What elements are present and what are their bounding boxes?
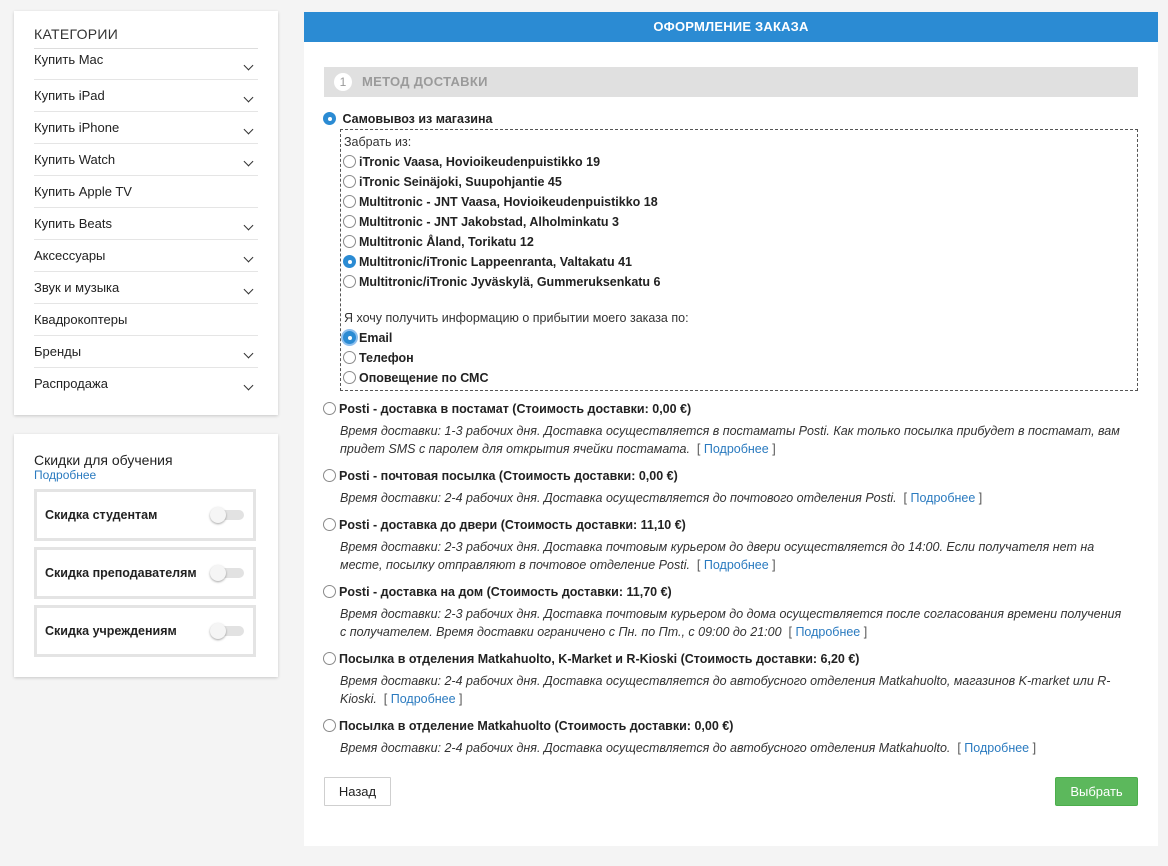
- notify-label: Оповещение по СМС: [359, 371, 489, 385]
- store-label: Multitronic Åland, Torikatu 12: [359, 235, 534, 249]
- delivery-method-radio[interactable]: [323, 469, 336, 482]
- category-item[interactable]: [34, 304, 258, 336]
- store-label: iTronic Seinäjoki, Suupohjantie 45: [359, 175, 562, 189]
- category-label: Звук и музыка: [34, 280, 120, 295]
- store-radio[interactable]: [343, 175, 356, 188]
- more-info-link[interactable]: Подробнее: [964, 741, 1030, 755]
- store-label: Multitronic - JNT Jakobstad, Alholminkatu 3: [359, 215, 619, 229]
- discount-students: [34, 489, 256, 541]
- delivery-method-option[interactable]: [323, 585, 672, 599]
- notify-label: Email: [359, 331, 393, 345]
- store-option[interactable]: [343, 155, 600, 169]
- categories-list: [34, 49, 258, 400]
- description-text: Время доставки: 2-4 рабочих дня. Доставка осуществляется до автобусного отделения Matkahuolto, магазинов K-market или R-Kioski.: [340, 674, 1111, 706]
- category-label: Купить Beats: [34, 216, 112, 231]
- description-text: Время доставки: 2-3 рабочих дня. Доставка почтовым курьером до двери осуществляется до 14:00. Если получателя нет на месте, посылку отправляют в почтовое отделение Posti.: [340, 540, 1095, 572]
- chevron-down-icon[interactable]: [244, 348, 254, 358]
- notify-radio[interactable]: [343, 331, 356, 344]
- select-button[interactable]: Выбрать: [1055, 777, 1138, 806]
- store-label: Multitronic/iTronic Jyväskylä, Gummeruksenkatu 6: [359, 275, 661, 289]
- store-radio[interactable]: [343, 235, 356, 248]
- category-item[interactable]: [34, 176, 258, 208]
- store-radio[interactable]: [343, 255, 356, 268]
- more-info-link[interactable]: Подробнее: [795, 625, 861, 639]
- delivery-method-label: Posti - почтовая посылка (Стоимость доставки: 0,00 €): [339, 469, 678, 483]
- delivery-method-option[interactable]: [323, 652, 859, 666]
- delivery-method-label: Posti - доставка на дом (Стоимость доставки: 11,70 €): [339, 585, 672, 599]
- category-item[interactable]: [34, 368, 258, 400]
- more-info-link[interactable]: Подробнее: [703, 442, 769, 456]
- step-number: 1: [334, 73, 352, 91]
- category-label: Распродажа: [34, 376, 108, 391]
- description-text: Время доставки: 2-4 рабочих дня. Доставка осуществляется до почтового отделения Posti.: [340, 491, 897, 505]
- chevron-down-icon[interactable]: [244, 61, 254, 71]
- notify-label: Телефон: [359, 351, 414, 365]
- delivery-method-description: Время доставки: 2-4 рабочих дня. Доставка осуществляется до почтового отделения Posti. [ Подробнее ]: [340, 491, 983, 505]
- store-option[interactable]: [343, 255, 632, 269]
- discount-students-toggle[interactable]: [210, 507, 246, 523]
- category-item[interactable]: [34, 336, 258, 368]
- delivery-method-step[interactable]: [324, 67, 1138, 97]
- discount-teachers-toggle[interactable]: [210, 565, 246, 581]
- category-label: Квадрокоптеры: [34, 312, 128, 327]
- store-radio[interactable]: [343, 155, 356, 168]
- category-label: Купить Apple TV: [34, 184, 132, 199]
- notify-radio[interactable]: [343, 371, 356, 384]
- category-label: Бренды: [34, 344, 82, 359]
- delivery-method-description: Время доставки: 2-4 рабочих дня. Доставка осуществляется до автобусного отделения Matkahuolto. [ Подробнее ]: [340, 741, 1037, 755]
- category-item[interactable]: [34, 272, 258, 304]
- categories-panel: [14, 11, 278, 415]
- category-item[interactable]: [34, 49, 258, 80]
- notify-option[interactable]: [343, 371, 489, 385]
- chevron-down-icon[interactable]: [244, 252, 254, 262]
- step-label: МЕТОД ДОСТАВКИ: [362, 74, 488, 89]
- category-label: Купить iPhone: [34, 120, 120, 135]
- chevron-down-icon[interactable]: [244, 156, 254, 166]
- more-info-link[interactable]: Подробнее: [910, 491, 976, 505]
- delivery-method-option[interactable]: [323, 402, 691, 416]
- back-button[interactable]: Назад: [324, 777, 391, 806]
- pickup-from-label: Забрать из:: [344, 135, 412, 149]
- delivery-method-option[interactable]: [323, 518, 686, 532]
- store-label: iTronic Vaasa, Hovioikeudenpuistikko 19: [359, 155, 601, 169]
- discount-label: Скидка преподавателям: [45, 566, 197, 580]
- category-label: Купить Mac: [34, 52, 104, 67]
- checkout-header: ОФОРМЛЕНИЕ ЗАКАЗА: [304, 12, 1158, 42]
- category-label: Аксессуары: [34, 248, 106, 263]
- chevron-down-icon[interactable]: [244, 381, 254, 391]
- chevron-down-icon[interactable]: [244, 92, 254, 102]
- category-item[interactable]: [34, 208, 258, 240]
- store-label: Multitronic - JNT Vaasa, Hovioikeudenpuistikko 18: [359, 195, 658, 209]
- more-info-link[interactable]: Подробнее: [703, 558, 769, 572]
- delivery-method-label: Posti - доставка до двери (Стоимость доставки: 11,10 €): [339, 518, 686, 532]
- store-radio[interactable]: [343, 195, 356, 208]
- discount-teachers: [34, 547, 256, 599]
- delivery-method-description: Время доставки: 2-3 рабочих дня. Доставка почтовым курьером до дома осуществляется после согласования времени получения с получателем. Время доставки ограничено с Пн. по Пт., с 09:00 до 21:00 [ Подробнее ]: [340, 607, 1122, 639]
- discount-institutions-toggle[interactable]: [210, 623, 246, 639]
- store-radio[interactable]: [343, 215, 356, 228]
- discounts-more-link[interactable]: Подробнее: [34, 468, 97, 482]
- notify-option[interactable]: [343, 331, 392, 345]
- category-label: Купить iPad: [34, 88, 105, 103]
- store-option[interactable]: [343, 175, 562, 189]
- pickup-details: [340, 129, 1138, 391]
- store-option[interactable]: [343, 275, 661, 289]
- delivery-method-label: Посылка в отделения Matkahuolto, K-Market и R-Kioski (Стоимость доставки: 6,20 €): [339, 652, 860, 666]
- more-info-link[interactable]: Подробнее: [390, 692, 456, 706]
- notify-radio[interactable]: [343, 351, 356, 364]
- discounts-title: Скидки для обучения: [34, 452, 173, 468]
- description-text: Время доставки: 2-4 рабочих дня. Доставка осуществляется до автобусного отделения Matkahuolto.: [340, 741, 951, 755]
- pickup-option[interactable]: [323, 112, 492, 126]
- discount-label: Скидка учреждениям: [45, 624, 177, 638]
- delivery-method-label: Posti - доставка в постамат (Стоимость доставки: 0,00 €): [339, 402, 692, 416]
- chevron-down-icon[interactable]: [244, 220, 254, 230]
- discount-institutions: [34, 605, 256, 657]
- category-item[interactable]: [34, 80, 258, 112]
- delivery-method-radio[interactable]: [323, 585, 336, 598]
- delivery-method-radio[interactable]: [323, 652, 336, 665]
- delivery-method-radio[interactable]: [323, 719, 336, 732]
- education-discounts-panel: [14, 434, 278, 677]
- delivery-method-label: Посылка в отделение Matkahuolto (Стоимость доставки: 0,00 €): [339, 719, 734, 733]
- delivery-method-option[interactable]: [323, 469, 678, 483]
- delivery-method-description: Время доставки: 2-4 рабочих дня. Доставка осуществляется до автобусного отделения Matkahuolto, магазинов K-market или R-Kioski. [ Подробнее ]: [340, 674, 1111, 706]
- store-radio[interactable]: [343, 275, 356, 288]
- store-option[interactable]: [343, 215, 619, 229]
- delivery-method-radio[interactable]: [323, 402, 336, 415]
- discount-label: Скидка студентам: [45, 508, 158, 522]
- delivery-method-description: Время доставки: 2-3 рабочих дня. Доставка почтовым курьером до двери осуществляется до 14:00. Если получателя нет на месте, посылку отправляют в почтовое отделение Posti. [ Подробнее ]: [340, 540, 1095, 572]
- store-option[interactable]: [343, 235, 534, 249]
- delivery-method-description: Время доставки: 1-3 рабочих дня. Доставка осуществляется в постаматы Posti. Как только посылка прибудет в постамат, вам придет SMS с паролем для открытия ячейки постамата. [ Подробнее ]: [340, 424, 1120, 456]
- chevron-down-icon[interactable]: [244, 124, 254, 134]
- categories-title: КАТЕГОРИИ: [34, 25, 258, 49]
- chevron-down-icon[interactable]: [244, 284, 254, 294]
- description-text: Время доставки: 1-3 рабочих дня. Доставка осуществляется в постаматы Posti. Как только посылка прибудет в постамат, вам придет SMS с паролем для открытия ячейки постамата.: [340, 424, 1120, 456]
- checkout-panel: [304, 12, 1158, 846]
- pickup-label: Самовывоз из магазина: [342, 112, 493, 126]
- store-label: Multitronic/iTronic Lappeenranta, Valtakatu 41: [359, 255, 632, 269]
- pickup-radio[interactable]: [323, 112, 336, 125]
- notify-label: Я хочу получить информацию о прибытии моего заказа по:: [344, 311, 689, 325]
- notify-option[interactable]: [343, 351, 414, 365]
- delivery-method-radio[interactable]: [323, 518, 336, 531]
- category-item[interactable]: [34, 240, 258, 272]
- category-label: Купить Watch: [34, 152, 116, 167]
- description-text: Время доставки: 2-3 рабочих дня. Доставка почтовым курьером до дома осуществляется после согласования времени получения с получателем. Время доставки ограничено с Пн. по Пт., с 09:00 до 21:00: [340, 607, 1122, 639]
- delivery-method-option[interactable]: [323, 719, 733, 733]
- category-item[interactable]: [34, 144, 258, 176]
- store-option[interactable]: [343, 195, 658, 209]
- category-item[interactable]: [34, 112, 258, 144]
